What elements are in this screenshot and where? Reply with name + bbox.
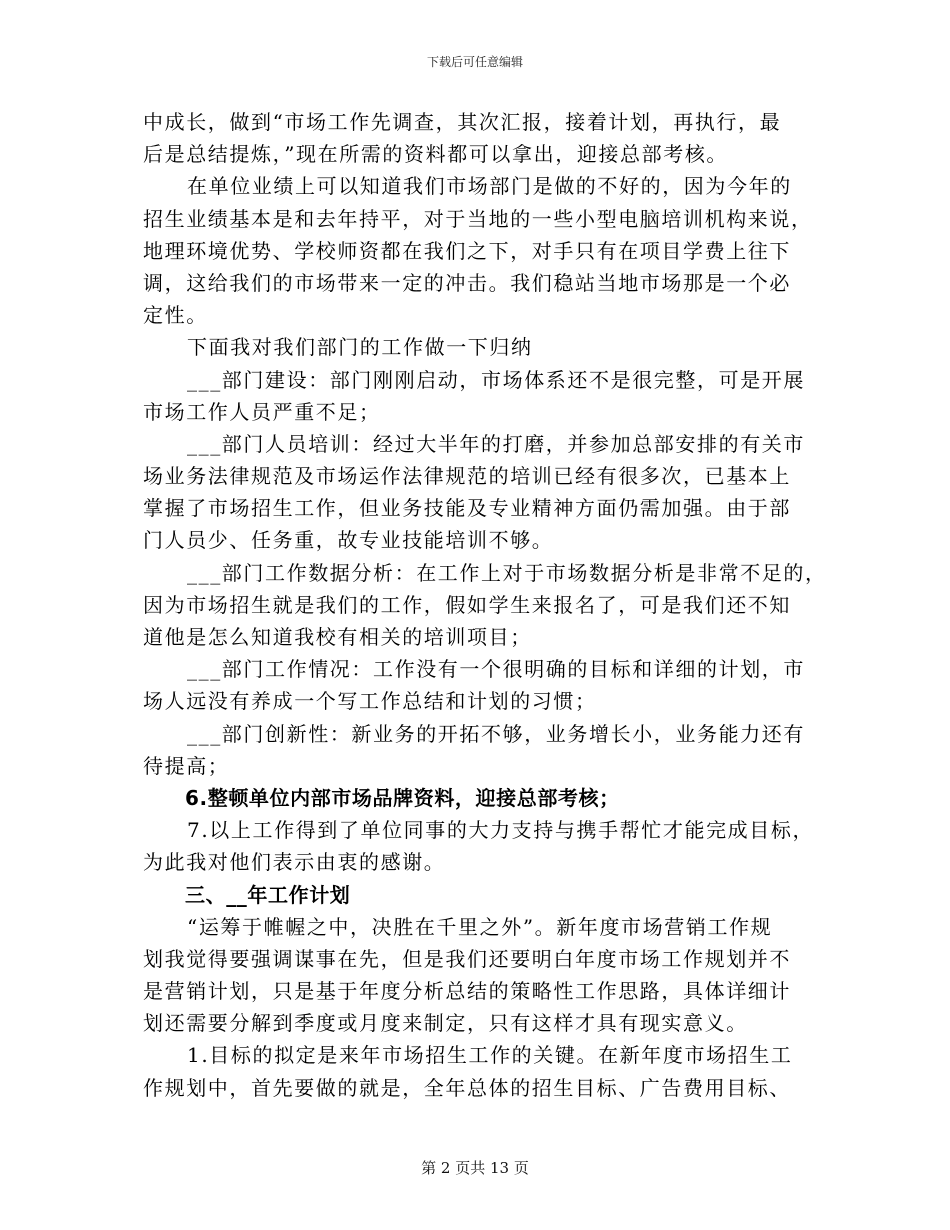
page-header-note: 下载后可任意编辑 bbox=[426, 55, 523, 69]
paragraph-line: 在单位业绩上可以知道我们市场部门是做的不好的，因为今年的 bbox=[187, 174, 792, 199]
paragraph-line: 为此我对他们表示由衷的感谢。 bbox=[143, 850, 446, 875]
paragraph-line: ___部门创新性：新业务的开拓不够，业务增长小，业务能力还有 bbox=[187, 721, 805, 746]
paragraph-line: 市场工作人员严重不足； bbox=[143, 399, 381, 424]
paragraph-line: ___部门人员培训：经过大半年的打磨，并参加总部安排的有关市 bbox=[187, 431, 805, 456]
paragraph-line: 调，这给我们的市场带来一定的冲击。我们稳站当地市场那是一个必 bbox=[143, 270, 791, 295]
paragraph-line: 门人员少、任务重，故专业技能培训不够。 bbox=[143, 528, 554, 553]
paragraph-line: 划我觉得要强调谋事在先，但是我们还要明白年度市场工作规划并不 bbox=[143, 946, 791, 971]
paragraph-line: 7.以上工作得到了单位同事的大力支持与携手帮忙才能完成目标， bbox=[187, 818, 815, 843]
paragraph-line: 招生业绩基本是和去年持平，对于当地的一些小型电脑培训机构来说， bbox=[143, 206, 813, 231]
paragraph-line: ___部门工作情况：工作没有一个很明确的目标和详细的计划，市 bbox=[187, 657, 805, 682]
bold-item-heading: 6.整顿单位内部市场品牌资料，迎接总部考核； bbox=[185, 785, 620, 810]
paragraph-line: 下面我对我们部门的工作做一下归纳 bbox=[187, 335, 533, 360]
section-heading: 三、__年工作计划 bbox=[185, 882, 351, 907]
paragraph-line: 场人远没有养成一个写工作总结和计划的习惯； bbox=[143, 689, 597, 714]
paragraph-line: 作规划中，首先要做的就是，全年总体的招生目标、广告费用目标、 bbox=[143, 1075, 791, 1100]
paragraph-line: 场业务法律规范及市场运作法律规范的培训已经有很多次，已基本上 bbox=[143, 464, 791, 489]
paragraph-line: 1.目标的拟定是来年市场招生工作的关键。在新年度市场招生工 bbox=[187, 1043, 793, 1068]
paragraph-line: 待提高； bbox=[143, 753, 230, 778]
page-number: 第 2 页共 13 页 bbox=[421, 1159, 529, 1177]
paragraph-line: 后是总结提炼，”现在所需的资料都可以拿出，迎接总部考核。 bbox=[143, 142, 729, 167]
paragraph-line: 道他是怎么知道我校有相关的培训项目； bbox=[143, 625, 532, 649]
paragraph-line: 因为市场招生就是我们的工作，假如学生来报名了，可是我们还不知 bbox=[143, 592, 791, 617]
document-body bbox=[143, 106, 827, 1104]
paragraph-line: 划还需要分解到季度或月度来制定，只有这样才具有现实意义。 bbox=[143, 1011, 748, 1036]
paragraph-line: ___部门工作数据分析：在工作上对于市场数据分析是非常不足的， bbox=[187, 560, 827, 585]
paragraph-line: “运筹于帷幄之中，决胜在千里之外”。新年度市场营销工作规 bbox=[187, 914, 773, 939]
paragraph-line: ___部门建设：部门刚刚启动，市场体系还不是很完整，可是开展 bbox=[187, 367, 805, 392]
paragraph-line: 地理环境优势、学校师资都在我们之下，对手只有在项目学费上往下 bbox=[143, 238, 791, 263]
paragraph-line: 定性。 bbox=[143, 303, 208, 328]
paragraph-line: 掌握了市场招生工作，但业务技能及专业精神方面仍需加强。由于部 bbox=[143, 496, 791, 521]
paragraph-line: 中成长，做到“市场工作先调查，其次汇报，接着计划，再执行，最 bbox=[143, 110, 782, 134]
paragraph-line: 是营销计划，只是基于年度分析总结的策略性工作思路，具体详细计 bbox=[143, 979, 791, 1004]
